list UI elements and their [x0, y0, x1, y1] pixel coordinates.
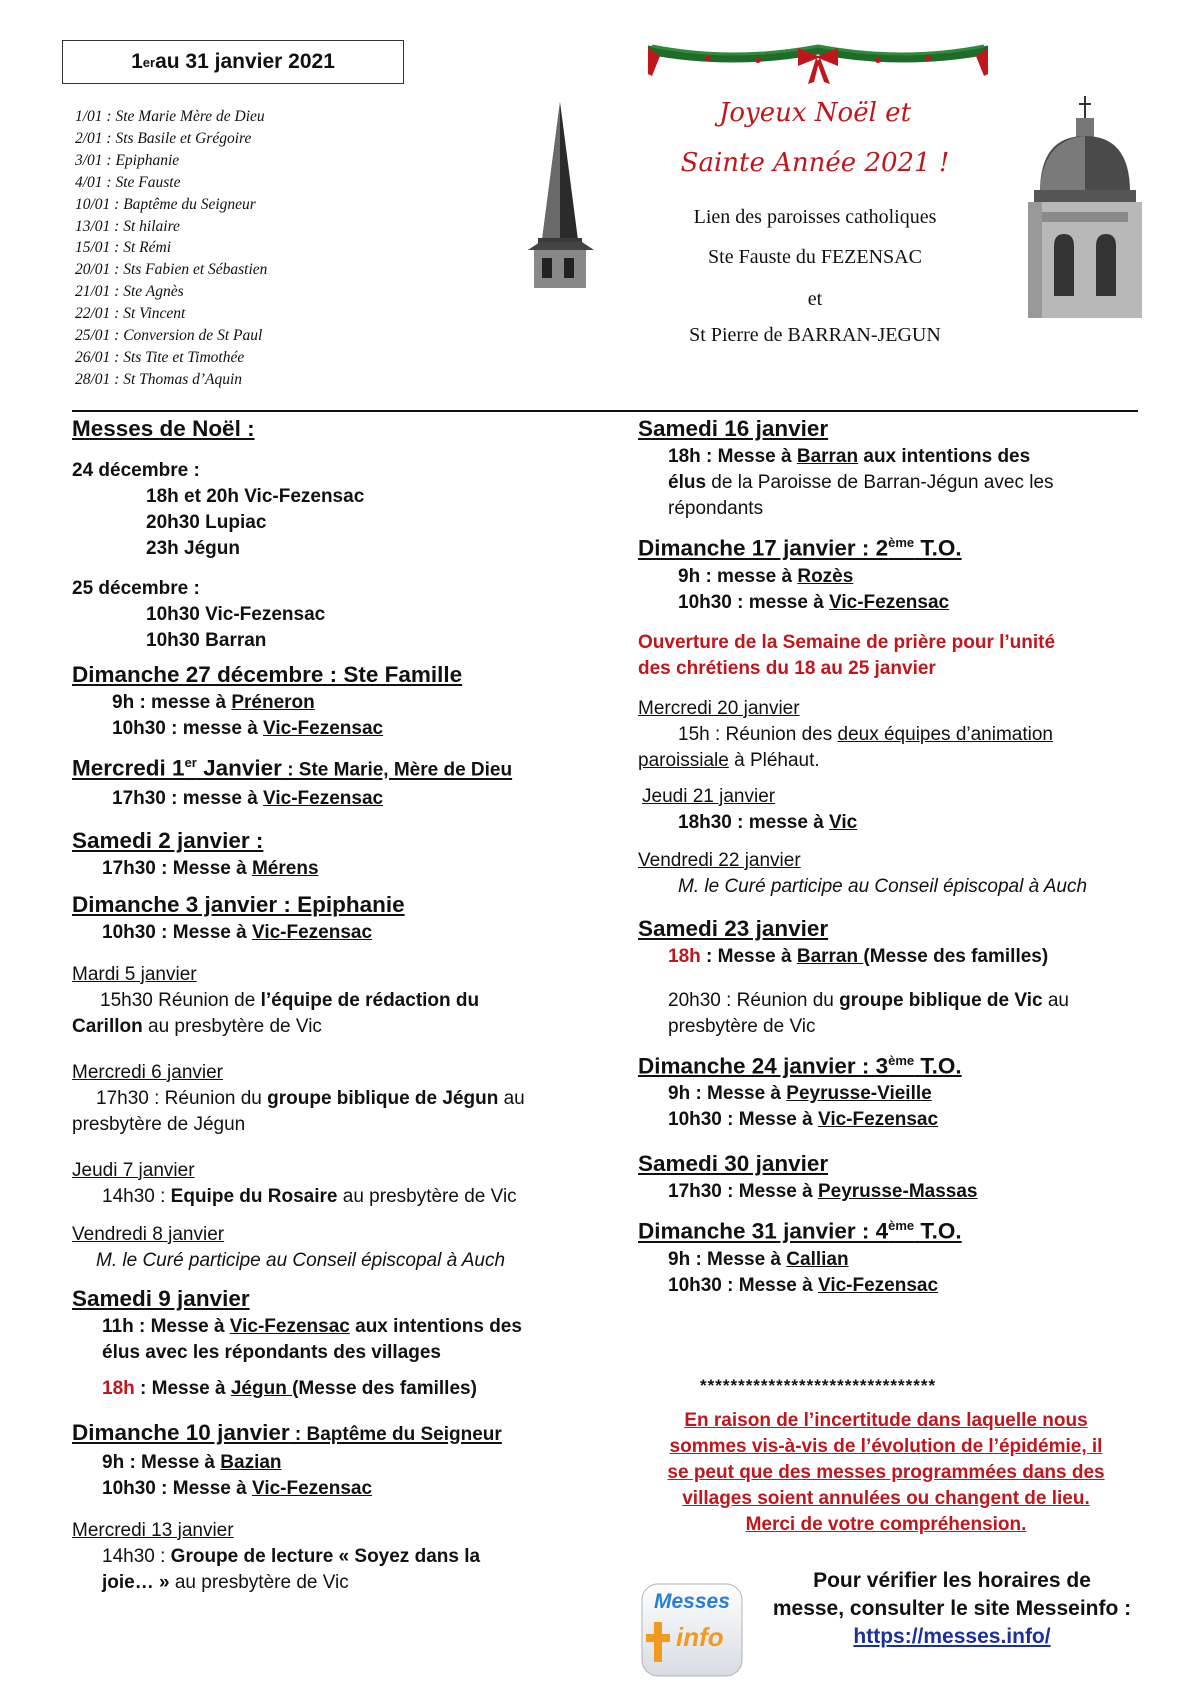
mass-text: : Messe à — [700, 945, 797, 967]
warning-line: villages soient annulées ou changent de lieu. — [682, 1488, 1090, 1509]
mass-line — [638, 470, 1158, 496]
heading-suffix: : Ste Marie, Mère de Dieu — [281, 759, 513, 781]
heading-dim27: Dimanche 27 décembre : Ste Famille — [72, 662, 463, 687]
event-text: au — [1042, 989, 1069, 1011]
right-column — [638, 412, 1158, 1299]
mass-text: 17h30 : messe à — [112, 787, 264, 809]
mass-text: 10h30 : Messe à — [102, 1477, 252, 1499]
mass-text: 10h30 : messe à — [678, 591, 830, 613]
heading-text: Mercredi 1 — [72, 755, 185, 781]
mass-text: 9h : Messe à — [668, 1248, 787, 1270]
feast-item: 15/01 : St Rémi — [75, 239, 171, 257]
mass-time-highlight: 18h — [102, 1377, 135, 1399]
heading-jeu7: Jeudi 7 janvier — [72, 1159, 195, 1181]
event-line: M. le Curé participe au Conseil épiscopal à Auch — [678, 875, 1088, 897]
mass-text: 17h30 : Messe à — [102, 857, 252, 879]
mass-line — [72, 716, 632, 742]
mass-line: répondants — [668, 498, 764, 519]
greeting-line2: Sainte Année 2021 ! — [680, 148, 950, 178]
mass-text: 10h30 : Messe à — [102, 921, 252, 943]
event-line: presbytère de Jégun — [72, 1113, 246, 1135]
mass-line: 23h Jégun — [146, 538, 240, 559]
date-24-dec: 24 décembre : — [72, 460, 200, 481]
mass-line — [638, 1247, 1158, 1273]
heading-text: T.O. — [914, 1218, 962, 1244]
date-range-post: au 31 janvier 2021 — [155, 50, 335, 73]
mass-place: Rozès — [797, 565, 854, 587]
warning-line: sommes vis-à-vis de l’évolution de l’épidémie, il — [669, 1436, 1103, 1457]
logo-word-info: info — [676, 1622, 724, 1652]
heading-dim17 — [638, 528, 1158, 564]
heading-sam9: Samedi 9 janvier — [72, 1285, 250, 1311]
feast-item: 13/01 : St hilaire — [75, 217, 180, 235]
date-range-pre: 1 — [131, 50, 143, 73]
event-bold: Carillon — [72, 1015, 143, 1037]
feast-item: 20/01 : Sts Fabien et Sébastien — [75, 261, 268, 279]
mass-text: aux intentions des — [858, 446, 1031, 467]
separator-stars: ******************************* — [700, 1376, 937, 1395]
heading-sam30: Samedi 30 janvier — [638, 1151, 829, 1176]
heading-mar5: Mardi 5 janvier — [72, 963, 197, 985]
event-text: au presbytère de Vic — [142, 1015, 322, 1037]
heading-mer13: Mercredi 13 janvier — [72, 1519, 234, 1541]
lien-line1: Lien des paroisses catholiques — [693, 206, 937, 228]
mass-line — [72, 1376, 632, 1402]
mass-place: Mérens — [251, 857, 319, 879]
messes-info-logo[interactable] — [640, 1582, 744, 1678]
event-text: 17h30 : Réunion du — [96, 1087, 268, 1109]
heading-sam2: Samedi 2 janvier : — [72, 827, 264, 853]
heading-suffix: : Baptême du Seigneur — [289, 1423, 502, 1445]
mass-text: 9h : Messe à — [102, 1451, 221, 1473]
event-bold: l’équipe de rédaction du — [260, 989, 480, 1011]
event-line — [72, 1086, 632, 1112]
heading-sup: ème — [888, 535, 915, 550]
feast-item: 10/01 : Baptême du Seigneur — [75, 195, 256, 213]
event-line — [638, 988, 1158, 1014]
greeting-line1: Joyeux Noël et — [718, 98, 912, 128]
mass-line — [638, 810, 1158, 836]
verify-schedule-note — [752, 1567, 1152, 1651]
heading-dim24 — [638, 1046, 1158, 1082]
event-bold: groupe biblique de Vic — [839, 989, 1043, 1011]
mass-place: Vic-Fezensac — [817, 1109, 939, 1130]
event-text: au presbytère de Vic — [169, 1571, 349, 1593]
mass-place: Vic-Fezensac — [251, 1477, 373, 1499]
event-line — [72, 988, 632, 1014]
logo-word-messes: Messes — [654, 1590, 730, 1613]
church-spire-illustration — [520, 100, 600, 290]
event-bold: groupe biblique de Jégun — [267, 1087, 499, 1109]
mass-text: 10h30 : Messe à — [668, 1109, 818, 1130]
event-line — [638, 748, 1158, 774]
heading-text: Dimanche 31 janvier : 4 — [638, 1218, 889, 1244]
noel-title: Messes de Noël : — [72, 416, 255, 441]
event-text: 15h30 Réunion de — [100, 989, 261, 1011]
mass-place: Barran — [796, 446, 859, 467]
heading-ven22: Vendredi 22 janvier — [638, 849, 801, 871]
epidemic-warning — [636, 1408, 1136, 1538]
mass-text: 10h30 : messe à — [112, 718, 264, 739]
mass-text: 18h : Messe à — [668, 446, 797, 467]
event-text: 14h30 : — [102, 1545, 171, 1567]
mass-place: Vic-Fezensac — [829, 591, 950, 613]
feast-list — [75, 106, 267, 391]
heading-sam23: Samedi 23 janvier — [638, 915, 829, 941]
mass-place: Barran — [796, 945, 864, 967]
heading-dim3: Dimanche 3 janvier : Epiphanie — [72, 891, 405, 917]
mass-line — [638, 1081, 1158, 1107]
heading-sup: er — [184, 755, 197, 770]
mass-line: 10h30 Barran — [146, 630, 267, 651]
mass-text: 10h30 : Messe à — [668, 1274, 818, 1296]
event-text: au — [498, 1087, 525, 1109]
church-dome-illustration — [1020, 96, 1150, 318]
verify-line: Pour vérifier les horaires de — [813, 1569, 1091, 1592]
mass-place: Callian — [786, 1248, 849, 1270]
messesinfo-link[interactable]: https://messes.info/ — [853, 1625, 1051, 1648]
event-line: presbytère de Vic — [668, 1015, 816, 1037]
mass-line — [72, 1450, 632, 1476]
mass-line — [72, 1314, 632, 1340]
mass-place: Bazian — [220, 1451, 282, 1473]
lien-line2: Ste Fauste du FEZENSAC — [708, 246, 922, 268]
event-line — [638, 722, 1158, 748]
feast-item: 3/01 : Epiphanie — [75, 151, 180, 169]
event-bold: Equipe du Rosaire — [170, 1185, 338, 1207]
mass-text: 11h : Messe à — [102, 1315, 230, 1337]
unity-week-notice: des chrétiens du 18 au 25 janvier — [638, 657, 936, 679]
date-25-dec: 25 décembre : — [72, 578, 200, 599]
feast-item: 21/01 : Ste Agnès — [75, 283, 184, 301]
warning-line: Merci de votre compréhension. — [745, 1514, 1027, 1535]
mass-text: 17h30 : Messe à — [668, 1181, 818, 1202]
mass-text: (Messe des familles) — [292, 1377, 477, 1399]
heading-dim31 — [638, 1211, 1158, 1247]
event-text: à Pléhaut. — [728, 749, 820, 771]
date-range-box — [62, 40, 404, 84]
mass-text: 9h : Messe à — [668, 1083, 787, 1104]
warning-line: En raison de l’incertitude dans laquelle nous — [684, 1410, 1088, 1431]
mass-line: 10h30 Vic-Fezensac — [146, 604, 326, 625]
mass-place: Vic-Fezensac — [263, 787, 384, 809]
mass-place: Vic — [829, 811, 858, 833]
heading-text: Dimanche 10 janvier — [72, 1419, 290, 1445]
event-place: deux équipes d’animation — [837, 723, 1054, 745]
event-text: 14h30 : — [102, 1185, 171, 1207]
feast-item: 4/01 : Ste Fauste — [75, 173, 181, 191]
lien-line4: St Pierre de BARRAN-JEGUN — [689, 324, 941, 346]
feast-item: 25/01 : Conversion de St Paul — [75, 327, 263, 345]
christmas-garland-decoration — [648, 36, 988, 88]
mass-text: (Messe des familles) — [863, 945, 1049, 967]
mass-text: élus — [668, 472, 707, 493]
heading-text: T.O. — [914, 1053, 962, 1078]
mass-line — [72, 856, 632, 882]
event-line — [72, 1184, 632, 1210]
mass-text: 18h30 : messe à — [678, 811, 830, 833]
heading-sup: ème — [888, 1218, 915, 1233]
mass-place: Vic-Fezensac — [229, 1315, 350, 1337]
mass-place: Jégun — [230, 1377, 293, 1399]
unity-week-notice: Ouverture de la Semaine de prière pour l’unité — [638, 631, 1056, 653]
mass-line — [638, 444, 1158, 470]
heading-text: Dimanche 17 janvier : 2 — [638, 535, 889, 561]
heading-mer20: Mercredi 20 janvier — [638, 697, 800, 719]
mass-place: Vic-Fezensac — [263, 718, 384, 739]
date-range-sup: er — [142, 54, 156, 70]
mass-place: Peyrusse-Massas — [817, 1181, 978, 1202]
mass-text: : Messe à — [134, 1377, 231, 1399]
mass-time-highlight: 18h — [668, 945, 701, 967]
mass-line — [72, 786, 632, 812]
mass-text: 9h : messe à — [678, 565, 798, 587]
mass-line — [72, 920, 632, 946]
heading-jeu21: Jeudi 21 janvier — [642, 785, 776, 807]
heading-sup: ème — [888, 1052, 915, 1068]
event-bold: Groupe de lecture « Soyez dans la — [170, 1545, 481, 1567]
mass-place: Peyrusse-Vieille — [786, 1083, 932, 1104]
event-text: au presbytère de Vic — [337, 1185, 517, 1207]
mass-line — [638, 590, 1158, 616]
event-line — [72, 1570, 632, 1596]
mass-text: aux intentions des — [349, 1315, 522, 1337]
mass-place: Vic-Fezensac — [817, 1274, 939, 1296]
verify-line: messe, consulter le site Messeinfo : — [772, 1597, 1132, 1620]
mass-line — [638, 1107, 1158, 1133]
event-line — [72, 1544, 632, 1570]
mass-line — [638, 944, 1158, 970]
event-bold: joie… » — [102, 1571, 170, 1593]
mass-line: 20h30 Lupiac — [146, 512, 267, 533]
mass-line — [638, 1179, 1158, 1205]
event-text: 20h30 : Réunion du — [668, 989, 840, 1011]
mass-line — [638, 1273, 1158, 1299]
heading-text: T.O. — [914, 535, 962, 561]
mass-line — [72, 1476, 632, 1502]
heading-text: Dimanche 24 janvier : 3 — [638, 1053, 889, 1078]
heading-sam16: Samedi 16 janvier — [638, 416, 829, 441]
mass-line: 18h et 20h Vic-Fezensac — [146, 486, 365, 507]
mass-line: élus avec les répondants des villages — [102, 1341, 441, 1363]
feast-item: 22/01 : St Vincent — [75, 305, 186, 323]
lien-line3: et — [807, 288, 823, 310]
mass-place: Préneron — [231, 692, 315, 713]
feast-item: 1/01 : Ste Marie Mère de Dieu — [75, 108, 265, 125]
mass-text: 9h : messe à — [112, 692, 232, 713]
event-line: M. le Curé participe au Conseil épiscopal à Auch — [96, 1249, 506, 1271]
mass-line — [72, 690, 632, 716]
feast-item: 26/01 : Sts Tite et Timothée — [75, 348, 245, 366]
left-column — [72, 412, 632, 1596]
mass-line — [638, 564, 1158, 590]
heading-mer1 — [72, 748, 632, 786]
heading-ven8: Vendredi 8 janvier — [72, 1223, 225, 1245]
mass-text: de la Paroisse de Barran-Jégun avec les — [706, 472, 1054, 493]
heading-text: Janvier — [196, 755, 282, 781]
mass-place: Vic-Fezensac — [251, 921, 373, 943]
heading-mer6: Mercredi 6 janvier — [72, 1061, 223, 1083]
event-text: 15h : Réunion des — [678, 723, 838, 745]
warning-line: se peut que des messes programmées dans des — [667, 1462, 1105, 1483]
feast-item: 2/01 : Sts Basile et Grégoire — [75, 129, 252, 147]
event-line — [72, 1014, 632, 1040]
feast-item: 28/01 : St Thomas d’Aquin — [75, 370, 243, 388]
event-place: paroissiale — [638, 749, 729, 771]
heading-dim10 — [72, 1418, 632, 1450]
